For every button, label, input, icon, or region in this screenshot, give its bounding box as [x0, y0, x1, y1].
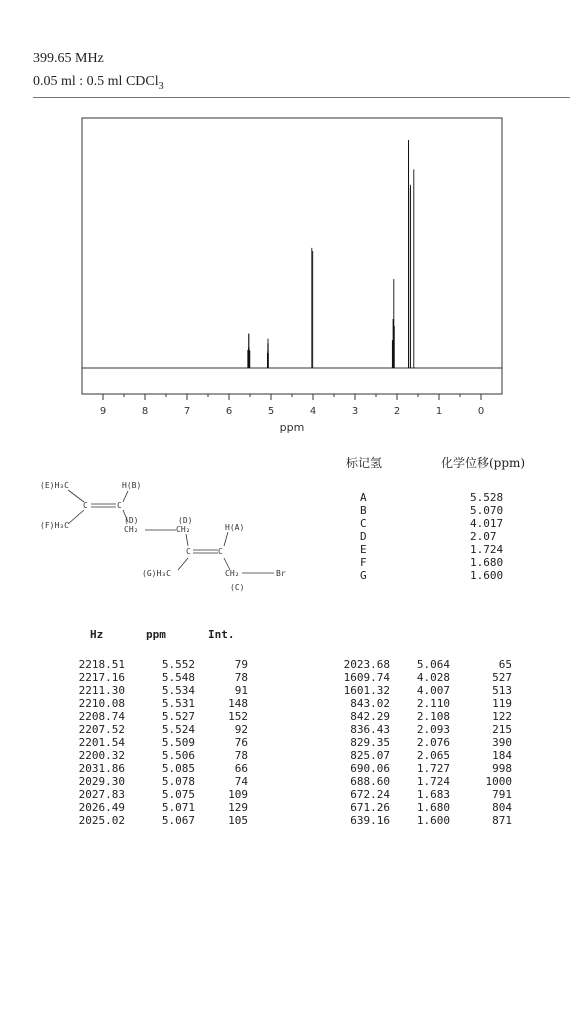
struct-label-c2: C [117, 501, 122, 510]
assignment-shift: 1.600 [470, 569, 504, 582]
x-axis-label: ppm [279, 421, 305, 434]
peak-int: 152 [228, 710, 248, 723]
peak-int: 109 [228, 788, 248, 801]
peak-ppm: 4.028 [416, 671, 450, 684]
x-tick-label: 1 [435, 406, 443, 417]
assignment-shift: 1.724 [470, 543, 504, 556]
peak-int: 78 [234, 749, 248, 762]
assignment-header-shift: 化学位移(ppm) [441, 456, 526, 470]
assignment-shift: 2.07 [470, 530, 497, 543]
peak-int: 527 [492, 671, 512, 684]
peak-int: 74 [234, 775, 248, 788]
struct-label-h-a: H(A) [225, 523, 245, 532]
struct-label-c4: C [218, 547, 223, 556]
peak-hz: 2031.86 [78, 762, 125, 775]
assignment-header-label: 标记氢 [346, 456, 383, 470]
peak-hz: 2201.54 [78, 736, 125, 749]
struct-label-c1: C [83, 501, 88, 510]
peak-ppm: 5.067 [161, 814, 195, 827]
peak-hz: 2208.74 [78, 710, 125, 723]
peak-hz: 2025.02 [78, 814, 125, 827]
peak-int: 79 [234, 658, 248, 671]
peak-header-ppm: ppm [146, 628, 166, 641]
peak-int: 66 [234, 762, 248, 775]
peak-int: 804 [492, 801, 512, 814]
peaks-layer [248, 140, 414, 368]
peak-ppm: 5.071 [161, 801, 195, 814]
peak-int: 1000 [485, 775, 512, 788]
peak-ppm: 5.075 [161, 788, 195, 801]
peak-hz: 2027.83 [78, 788, 125, 801]
x-tick-label: 8 [141, 406, 149, 417]
peak-ppm: 2.110 [416, 697, 450, 710]
assignment-shift: 5.528 [470, 491, 504, 504]
peak-hz: 829.35 [350, 736, 390, 749]
struct-label-g-ch3: (G)H₃C [142, 569, 171, 578]
assignment-label: G [360, 569, 367, 582]
x-tick-label: 5 [267, 406, 275, 417]
peak-ppm: 5.527 [161, 710, 195, 723]
peak-ppm: 4.007 [416, 684, 450, 697]
assignment-label: B [360, 504, 367, 517]
peak-hz: 2026.49 [78, 801, 125, 814]
assignment-label: A [360, 491, 367, 504]
peak-hz: 2217.16 [78, 671, 125, 684]
peak-int: 105 [228, 814, 248, 827]
peak-hz: 836.43 [350, 723, 390, 736]
peak-ppm: 5.548 [161, 671, 195, 684]
spectrometer-frequency: 399.65 MHz [33, 51, 104, 66]
peak-hz: 825.07 [350, 749, 390, 762]
bond [186, 534, 188, 546]
x-tick-label: 4 [309, 406, 317, 417]
struct-label-h-b: H(B) [122, 481, 142, 490]
struct-label-e-ch3: (E)H₃C [40, 481, 69, 490]
peak-ppm: 2.108 [416, 710, 450, 723]
bond [178, 558, 188, 570]
peak-ppm: 5.064 [416, 658, 450, 671]
peak-ppm: 5.509 [161, 736, 195, 749]
peak-int: 998 [492, 762, 512, 775]
peak-hz: 2029.30 [78, 775, 125, 788]
assignment-shift: 1.680 [470, 556, 504, 569]
peak-ppm: 5.078 [161, 775, 195, 788]
peak-ppm: 1.724 [416, 775, 450, 788]
struct-label-br: Br [276, 569, 286, 578]
nmr-spectrum-chart [0, 0, 570, 440]
assignment-shift: 4.017 [470, 517, 504, 530]
struct-label-c: (C) [230, 583, 245, 592]
peak-hz: 2207.52 [78, 723, 125, 736]
peak-int: 148 [228, 697, 248, 710]
peak-ppm: 2.065 [416, 749, 450, 762]
peak-hz: 2211.30 [78, 684, 125, 697]
bond [68, 490, 84, 502]
peak-int: 215 [492, 723, 512, 736]
molecule-structure [0, 470, 300, 600]
peak-hz: 842.29 [350, 710, 390, 723]
struct-label-f-ch3: (F)H₃C [40, 521, 69, 530]
peak-hz: 2210.08 [78, 697, 125, 710]
peak-ppm: 5.534 [161, 684, 195, 697]
peak-ppm: 5.552 [161, 658, 195, 671]
x-ticks-layer [100, 394, 484, 417]
x-tick-label: 2 [393, 406, 401, 417]
peak-hz: 688.60 [350, 775, 390, 788]
peak-int: 129 [228, 801, 248, 814]
peak-int: 390 [492, 736, 512, 749]
peak-ppm: 5.506 [161, 749, 195, 762]
peak-hz: 2200.32 [78, 749, 125, 762]
struct-label-ch2-2: CH₂ [176, 525, 191, 534]
x-tick-label: 9 [99, 406, 107, 417]
peak-hz: 1609.74 [343, 671, 390, 684]
peak-hz: 639.16 [350, 814, 390, 827]
peak-hz: 2218.51 [78, 658, 125, 671]
struct-label-ch2-1: CH₂ [124, 525, 139, 534]
assignment-label: F [360, 556, 367, 569]
peak-ppm: 5.524 [161, 723, 195, 736]
x-tick-label: 3 [351, 406, 359, 417]
bond [123, 491, 128, 502]
peak-int: 122 [492, 710, 512, 723]
peak-hz: 690.06 [350, 762, 390, 775]
assignment-shift: 5.070 [470, 504, 504, 517]
peak-hz: 671.26 [350, 801, 390, 814]
sample-subscript: 3 [158, 80, 164, 92]
peak-ppm: 5.085 [161, 762, 195, 775]
peak-ppm: 5.531 [161, 697, 195, 710]
peak-int: 791 [492, 788, 512, 801]
peak-int: 184 [492, 749, 512, 762]
x-tick-label: 6 [225, 406, 233, 417]
peak-ppm: 1.680 [416, 801, 450, 814]
peak-ppm: 2.076 [416, 736, 450, 749]
peak-int: 92 [234, 723, 248, 736]
plot-frame [82, 118, 502, 394]
peak-int: 119 [492, 697, 512, 710]
struct-label-d1: (D) [124, 516, 139, 525]
x-tick-label: 0 [477, 406, 485, 417]
peak-int: 78 [234, 671, 248, 684]
struct-label-c3: C [186, 547, 191, 556]
peak-ppm: 2.093 [416, 723, 450, 736]
peak-hz: 672.24 [350, 788, 390, 801]
peak-int: 513 [492, 684, 512, 697]
peak-header-int: Int. [208, 628, 235, 641]
assignment-label: C [360, 517, 367, 530]
sample-text: 0.05 ml : 0.5 ml CDCl [33, 74, 159, 89]
peak-hz: 1601.32 [343, 684, 390, 697]
peak-int: 65 [498, 658, 512, 671]
peak-hz: 843.02 [350, 697, 390, 710]
x-tick-label: 7 [183, 406, 191, 417]
peak-int: 76 [234, 736, 248, 749]
bond [68, 510, 84, 524]
struct-label-ch2-3: CH₂ [225, 569, 240, 578]
peak-header-hz: Hz [90, 628, 104, 641]
peak-ppm: 1.600 [416, 814, 450, 827]
assignment-label: E [360, 543, 367, 556]
peak-ppm: 1.727 [416, 762, 450, 775]
bond [224, 532, 228, 546]
peak-ppm: 1.683 [416, 788, 450, 801]
struct-label-d2: (D) [178, 516, 193, 525]
peak-int: 91 [234, 684, 248, 697]
peak-hz: 2023.68 [343, 658, 390, 671]
peak-int: 871 [492, 814, 512, 827]
assignment-label: D [360, 530, 367, 543]
